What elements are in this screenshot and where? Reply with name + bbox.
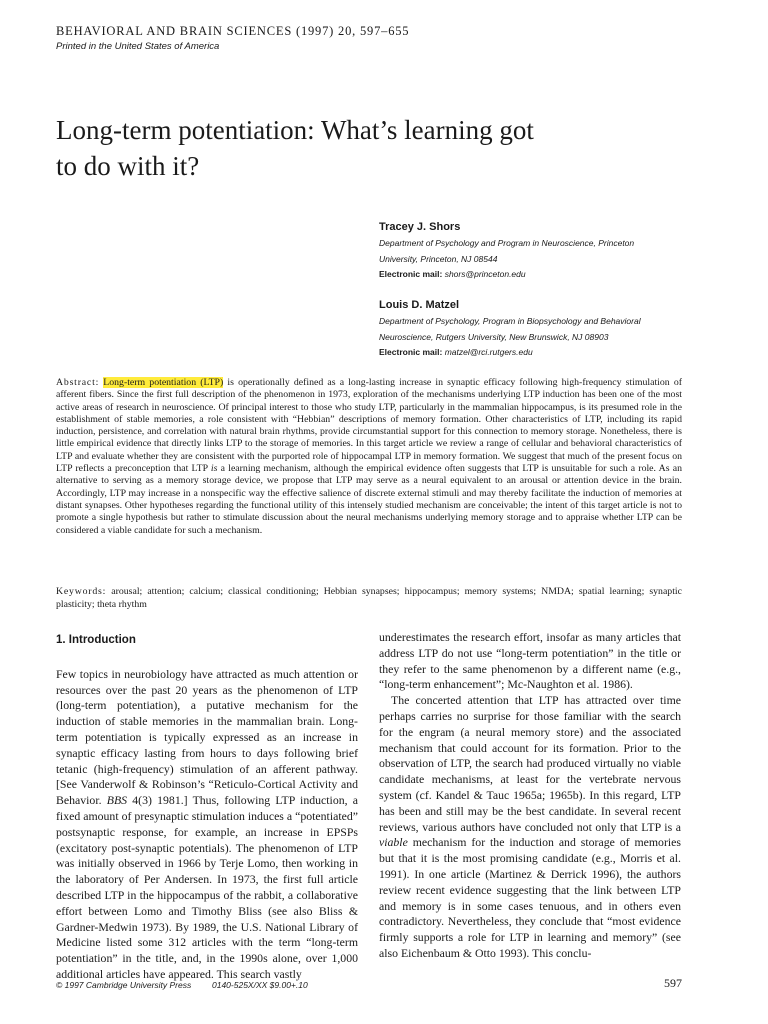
author-email-link[interactable]: matzel@rci.rutgers.edu: [444, 347, 533, 357]
page-number: 597: [664, 976, 682, 990]
abstract: [56, 377, 682, 537]
author-affiliation: Neuroscience, Rutgers University, New Brunswick, NJ 08903: [379, 332, 609, 342]
keywords-text: arousal; attention; calcium; classical conditioning; Hebbian synapses; hippocampus; memory systems; NMDA; spatial learning; synaptic plasticity; theta rhythm: [56, 586, 682, 610]
email-label: Electronic mail:: [379, 269, 443, 279]
author-entry: [379, 219, 679, 281]
author-affiliation: Department of Psychology and Program in Neuroscience, Princeton: [379, 238, 635, 248]
abstract-emphasis: is: [210, 463, 218, 475]
author-entry: [379, 297, 679, 359]
body-column-right: [379, 630, 681, 962]
author-affiliation: University, Princeton, NJ 08544: [379, 254, 498, 264]
abstract-text: is operationally defined as a long-lasting increase in synaptic efficacy following high-frequency stimulation of afferent fibers. Since the first full description of the phenomenon in 1973, exploration of the mechanisms underlying LTP induction has been one of the most active areas of research in neuroscience. Of principal interest to those who study LTP, particularly in the mammalian hippocampus, is its presumed role in the establishment of stable memories, a role consistent with “Hebbian” descriptions of memory formation. Other characteristics of LTP, including its rapid induction, persistence, and correlation with natural brain rhythms, provide circumstantial support for this connection to memory storage. Nonetheless, there is little empirical evidence that directly links LTP to the storage of memories. In this target article we review a range of cellular and behavioral characteristics of LTP and evaluate whether they are consistent with the purported role of hippocampal LTP in memory formation. We suggest that much of the present focus on LTP reflects a preconception that LTP: [56, 377, 682, 475]
section-heading: 1. Introduction: [56, 634, 136, 646]
body-paragraph: The concerted attention that LTP has attracted over time perhaps carries no surprise for those familiar with the search for the engram (a neural memory store) and the associated mechanism that could account for its formation. Prior to the observation of LTP, the search had produced virtually no viable candidate mechanisms, at least for the vertebrate nervous system (cf. Kandel & Tauc 1965a; 1965b). In this regard, LTP has been and still may be the best candidate. In several recent reviews, various authors have concluded not only that LTP is a viable mechanism for the induction and storage of memories but that it is the most promising candidate (e.g., Morris et al. 1991). In one article (Martinez & Derrick 1996), the authors review recent evidence suggesting that the link between LTP and memory is in some cases tenuous, and in others even contradictory. Nevertheless, they conclude that “most evidence firmly supports a role for LTP in learning and memory” (see also Eichenbaum & Otto 1993). This conclu-: [379, 693, 681, 960]
email-label: Electronic mail:: [379, 347, 443, 357]
body-paragraph: Few topics in neurobiology have attracted as much attention or resources over the past 20 years as the phenomenon of LTP (long-term potentiation), a putative mechanism for the induction of stable memories in the mammalian brain. Long-term potentiation is typically expressed as an increase in synaptic efficacy lasting from hours to days following brief tetanic (high-frequency) stimulation of an afferent pathway. [See Vanderwolf & Robinson’s “Reticulo-Cortical Activity and Behavior. BBS 4(3) 1981.] Thus, following LTP induction, a fixed amount of presynaptic stimulation induces a “potentiated” postsynaptic response, for example, an increase in EPSPs (excitatory post-synaptic potentials). The phenomenon of LTP was initially observed in 1966 by Terje Lomo, then working in the laboratory of Per Andersen. In 1973, the first full article described LTP in the hippocampus of the rabbit, a collaborative effort between Lomo and Timothy Bliss (see also Bliss & Gardner-Medwin 1973). By 1989, the U.S. National Library of Medicine listed some 312 articles with the term “long-term potentiation” in the title, and, in the 1990s alone, over 1,000 additional articles have appeared. This search vastly: [56, 666, 358, 981]
author-name: Louis D. Matzel: [379, 299, 460, 311]
keywords: [56, 585, 682, 611]
article-title: Long-term potentiation: What’s learning got to do with it?: [56, 115, 534, 181]
printed-note: Printed in the United States of America: [56, 41, 220, 52]
abstract-label: Abstract:: [56, 377, 100, 388]
author-affiliation: Department of Psychology, Program in Biopsychology and Behavioral: [379, 316, 641, 326]
footer: [56, 980, 308, 990]
journal-header: BEHAVIORAL AND BRAIN SCIENCES (1997) 20, 597–655: [56, 24, 410, 38]
author-block: [379, 219, 679, 375]
journal-abbrev: BBS: [106, 793, 128, 808]
highlighted-text[interactable]: Long-term potentiation (LTP): [103, 377, 224, 388]
emphasis-text: viable: [379, 835, 408, 850]
author-email-row: [379, 345, 679, 359]
author-email-link[interactable]: shors@princeton.edu: [444, 269, 526, 279]
copyright: © 1997 Cambridge University Press: [56, 980, 192, 990]
keywords-label: Keywords:: [56, 586, 107, 597]
author-email-row: [379, 267, 679, 281]
abstract-text: a learning mechanism, although the empirical evidence often suggests that LTP is unsuitable for such a role. As an alternative to serving as a memory storage device, we propose that LTP may serve as a neural equivalent to an arousal or attention device in the brain. Accordingly, LTP may increase in a nonspecific way the effective salience of discrete external stimuli and may thereby facilitate the induction of memories at distant synapses. Other hypotheses regarding the functional utility of this intensely studied mechanism are conceivable; the intent of this target article is not to promote a single hypothesis but rather to stimulate discussion about the neural mechanisms underlying memory storage and to appraise whether LTP can be considered a viable candidate for such a mechanism.: [56, 463, 682, 536]
issn-code: 0140-525X/XX $9.00+.10: [212, 980, 308, 990]
author-name: Tracey J. Shors: [379, 221, 461, 233]
body-column-left: [56, 630, 358, 983]
body-paragraph: underestimates the research effort, insofar as many articles that address LTP do not use “long-term potentiation” in the title or they refer to the same phenomenon by a different name (e.g., “long-term enhancement”; Mc-Naughton et al. 1986).: [379, 630, 681, 692]
